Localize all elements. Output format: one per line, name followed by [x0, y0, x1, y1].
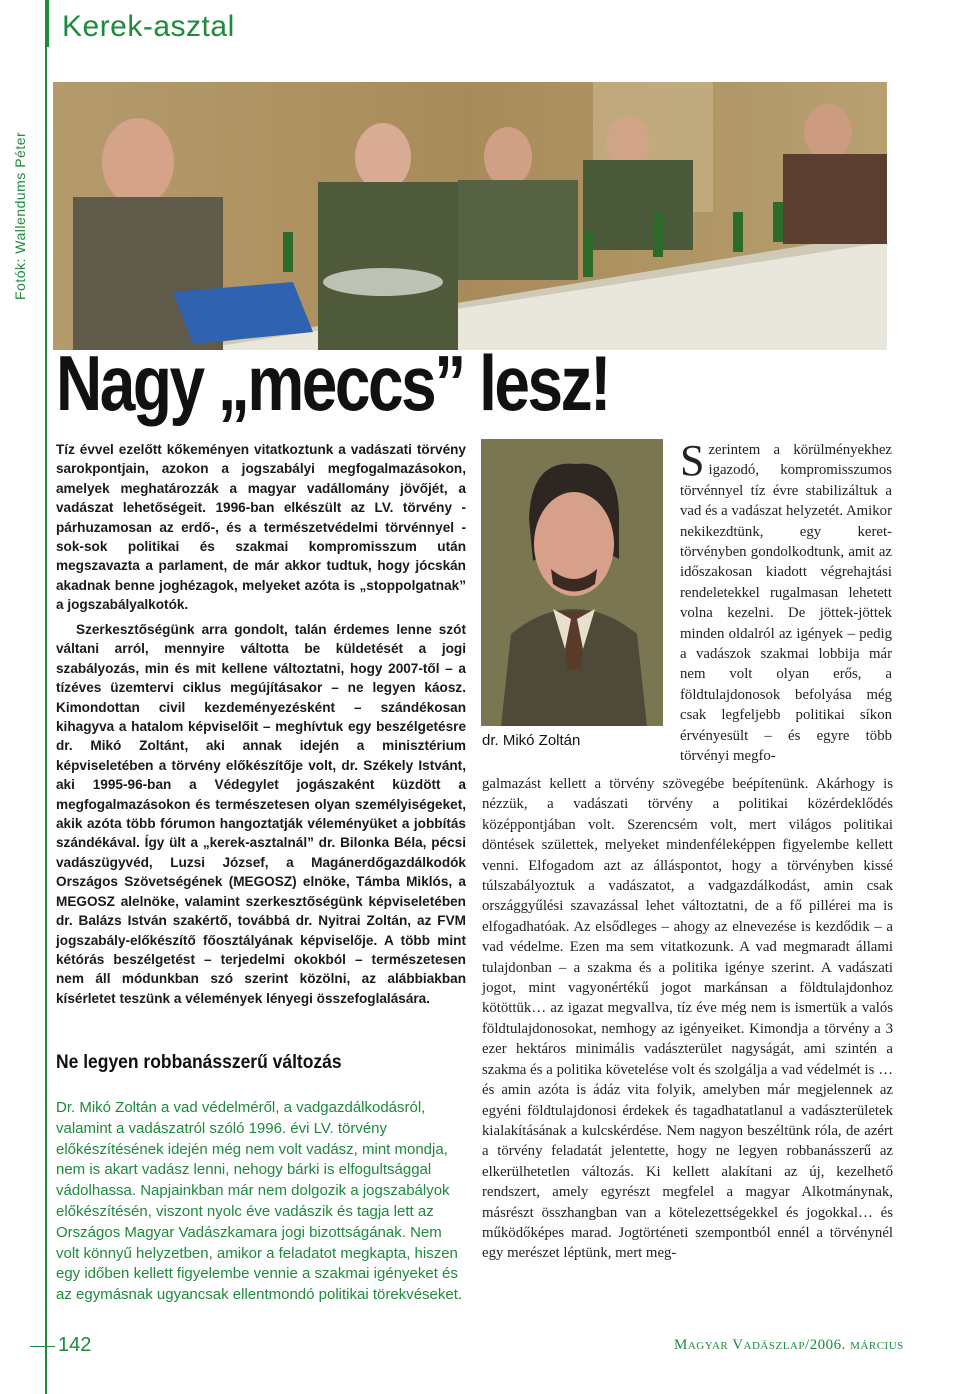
corner-frame — [0, 0, 49, 47]
section-title: Kerek-asztal — [62, 10, 235, 43]
group-photo — [53, 82, 887, 350]
lead-paragraph-1: Tíz évvel ezelőtt kőkeményen vitatkoztunk a vadászati törvény sarokpontjain, azokon a jogszabályi megfogalmazásokon, amelyek meghatározzák a magyar vadállomány jövőjét, a vadászat lehetőségeit. 1996-ban elkészült az LV. törvény - párhuzamosan az erdő-, és a természetvédelmi törvénnyel - sok-sok politikai és szakmai kompromisszum után megszavazta a parlament, de már akkor tudtuk, hogy jócskán akadnak benne joghézagok, melyeket azóta is „stoppolgatnak” a jogszabályalkotók. — [56, 442, 466, 613]
portrait-caption: dr. Mikó Zoltán — [482, 732, 581, 749]
intro-speaker-text: Dr. Mikó Zoltán a vad védelméről, a vadgazdálkodásról, valamint a vadászatról szóló 1996. évi LV. törvény előkészítésének idején még nem volt vadász, mint mondja, nem is akart vadász lenni, nehogy bárki is elfogultsággal vádolhassa. Napjainkban már nem dolgozik a jogszabályok előkészítésén, viszont nyolc éve vadászik és tagja lett az Országos Magyar Vadászkamara jogi bizottságának. — [56, 1099, 450, 1241]
meeting-photo-illustration — [53, 82, 887, 350]
page-number-rule — [30, 1346, 55, 1347]
portrait-photo — [481, 439, 663, 726]
body-column-top — [680, 436, 893, 767]
body-column-bottom: galmazást kellett a törvény szövegébe beépítenünk. Akárhogy is nézzük, a vadászati törvény a politikai közérdeklődés középpontjában volt. Szerencsém volt, mert világos politikai döntések születtek, melyeket mindenféleképpen figyelembe kellett venni. Elfogadom azt az álláspontot, hogy a törvényben kissé túlszabályoztuk a vadászatot, a vadgazdálkodást, amin csak országgyűlési szavazással lehet változtatni, de a fő pillérei ma is elfogadhatóak. Az elsődleges – ahogy az elnevezése is kezdődik – a vad védelme. Ezen ma sem vitatkozunk. A vad megmaradt állami tulajdonban – a szakma és a politika igénye szerint. A vadászati jogot, mint vagyonértékű jogot markánsan a földtulajdonhoz kötöttük… az igazat megvallva, tíz éve még nem is ismertük a valós földtulajdonosokat, nemhogy az igényeiket. Kimondja a törvény a 3 ezer hektáros minimális vadászterület nagyságát, ami szintén a szakma és a politika követelése volt és szolgálja a vad védelmét is … és amin azóta is ádáz vita folyik, amelyben már megjelennek az egyéni földtulajdonosi érdekek és tagadhatatlanul a vadászterületek kialakításának a kulcskérdése. Nem nagyon beszéltünk róla, de azért a törvény feladatát jelentette, hogy ne legyen robbanásszerű az elkerülhetetlen változás. Ki kellett alakítani az új, kezelhető rendszert, amely egyrészt megfelel a magyar Alkotmánynak, másrészt összhangban van a kötelezettségekkel és jogokkal… és működőképes marad. Jogtörténeti szempontból ennél a törvénynél egy merészet léptünk, mert meg- — [482, 776, 893, 1262]
footer-publication: Magyar Vadászlap/2006. március — [674, 1337, 904, 1353]
subheading: Ne legyen robbanásszerű változás — [56, 1052, 342, 1073]
drop-cap: S — [680, 436, 705, 485]
portrait-illustration — [481, 439, 663, 726]
intro-rest-text: Nem volt könnyű helyzetben, amikor a feladatot megkapta, hiszen egy időben kellett figyelembe vennie a szakmai igényeket és az egymásnak ugyancsak ellentmondó politikai törekvéseket. — [56, 1223, 463, 1304]
headline: Nagy „meccs” lesz! — [56, 339, 609, 427]
lead-paragraph-2: Szerkesztőségünk arra gondolt, talán érdemes lenne szót váltani arról, mennyire váltotta be küldetését a jogi szabályozás, min és mit kellene változtatni, hogy 2007-től – a tízéves üzemtervi ciklus megújításakor – ne legyen káosz. Kimondottan civil kezdeményezésként – szándékosan kihagyva a hatalom képviselőit – meghívtuk egy beszélgetésre dr. Mikó Zoltánt, aki annak idején a minisztérium képviseletében a törvény előkészítője volt, dr. Székely Istvánt, aki 1995-96-ban a Védegylet jogászaként küzdött a megfogalmazásokon és természetesen olyan személyiségeket, akik azóta több fórumon hangoztatják véleményüket a jobbítás szándékával. Így ült a „kerek-asztalnál” dr. Bilonka Béla, pécsi vadászügyvéd, Luzsi József, a Magánerdőgazdálkodók Országos Szövetségének (MEGOSZ) elnöke, Támba Miklós, a MEGOSZ alelnöke, valamint szerkesztőségünk képviseletében dr. Balázs István szakértő, továbbá dr. Nyitrai Zoltán, az FVM jogszabály-előkészítő főosztályának képviselője. A több mint kétórás beszélgetést – terjedelmi okokból – természetesen nem áll módunkban szó szerint közölni, az alábbiakban kísérletet teszünk a vélemények lényegi összefoglalására. — [56, 622, 466, 1006]
body-top-text: zerintem a körülményekhez igazodó, kompromisszumos törvénnyel tíz évre stabilizáltuk a vad és a vadászat helyzetét. Amikor nekikezdtünk, egy keret-törvényben gondolkodtunk, amit az időszakosan kiadott végrehajtási rendeletekkel rugalmasan lehetett volna kezelni. De jöttek-jöttek minden oldalról az igények – pedig a vadászok szakmai lobbija már nem volt olyan erős, a földtulajdonosok befolyása még csak legfeljebb politikai síkon érvényesült – és egyre több törvényi megfo- — [680, 442, 893, 765]
page-number: 142 — [58, 1334, 92, 1356]
left-vertical-rule — [45, 0, 47, 1394]
intro-paragraph — [56, 1098, 464, 1306]
photo-credit: Fotók: Wallendums Péter — [12, 131, 28, 300]
